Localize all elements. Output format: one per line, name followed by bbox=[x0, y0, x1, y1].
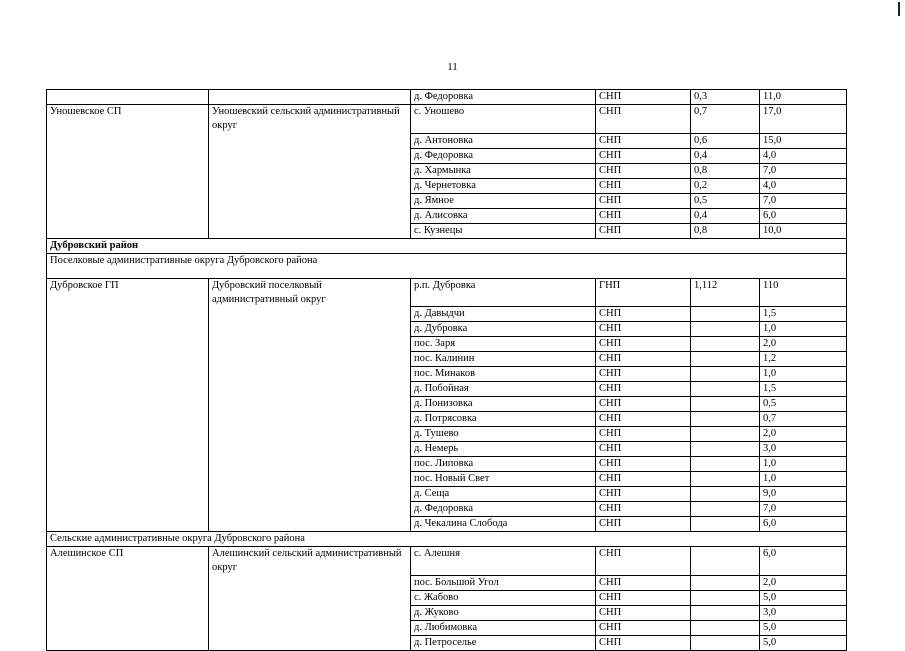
type-cell: СНП bbox=[596, 223, 691, 238]
settlement-cell: пос. Липовка bbox=[411, 457, 596, 472]
table-row bbox=[47, 382, 847, 397]
area-cell bbox=[691, 517, 760, 532]
okrug-cell bbox=[209, 223, 411, 238]
area-cell bbox=[691, 457, 760, 472]
okrug-cell bbox=[209, 322, 411, 337]
distance-cell: 4,0 bbox=[760, 178, 847, 193]
type-cell: СНП bbox=[596, 590, 691, 605]
table-row bbox=[47, 590, 847, 605]
table-row bbox=[47, 148, 847, 163]
municipality-cell bbox=[47, 307, 209, 322]
settlement-cell: пос. Большой Угол bbox=[411, 575, 596, 590]
table-row bbox=[47, 337, 847, 352]
settlement-cell: д. Петроселье bbox=[411, 635, 596, 650]
area-cell bbox=[691, 605, 760, 620]
settlement-cell: пос. Заря bbox=[411, 337, 596, 352]
okrug-cell bbox=[209, 502, 411, 517]
okrug-cell bbox=[209, 412, 411, 427]
area-cell: 0,5 bbox=[691, 193, 760, 208]
okrug-cell: Дубровский поселковый административный округ bbox=[209, 278, 411, 307]
okrug-cell bbox=[209, 517, 411, 532]
okrug-cell bbox=[209, 427, 411, 442]
okrug-cell: Уношевский сельский административный округ bbox=[209, 105, 411, 134]
area-cell bbox=[691, 367, 760, 382]
okrug-cell: Алешинский сельский административный округ bbox=[209, 547, 411, 576]
municipality-cell bbox=[47, 397, 209, 412]
distance-cell: 7,0 bbox=[760, 163, 847, 178]
area-cell bbox=[691, 635, 760, 650]
distance-cell: 5,0 bbox=[760, 635, 847, 650]
type-cell: СНП bbox=[596, 307, 691, 322]
scan-edge-mark bbox=[898, 2, 900, 16]
type-cell: СНП bbox=[596, 163, 691, 178]
distance-cell: 0,5 bbox=[760, 397, 847, 412]
type-cell: СНП bbox=[596, 382, 691, 397]
municipality-cell: Дубровское ГП bbox=[47, 278, 209, 307]
municipality-cell bbox=[47, 163, 209, 178]
settlement-cell: д. Тушево bbox=[411, 427, 596, 442]
type-cell: СНП bbox=[596, 457, 691, 472]
type-cell: СНП bbox=[596, 502, 691, 517]
area-cell bbox=[691, 442, 760, 457]
area-cell: 0,6 bbox=[691, 133, 760, 148]
type-cell: СНП bbox=[596, 178, 691, 193]
settlement-cell: с. Жабово bbox=[411, 590, 596, 605]
type-cell: СНП bbox=[596, 620, 691, 635]
type-cell: ГНП bbox=[596, 278, 691, 307]
table-row bbox=[47, 367, 847, 382]
table-row bbox=[47, 575, 847, 590]
type-cell: СНП bbox=[596, 367, 691, 382]
distance-cell: 5,0 bbox=[760, 590, 847, 605]
municipality-cell bbox=[47, 337, 209, 352]
settlement-cell: д. Чекалина Слобода bbox=[411, 517, 596, 532]
settlement-cell: пос. Калинин bbox=[411, 352, 596, 367]
table-row bbox=[47, 412, 847, 427]
municipality-cell bbox=[47, 412, 209, 427]
distance-cell: 2,0 bbox=[760, 575, 847, 590]
okrug-cell bbox=[209, 163, 411, 178]
okrug-cell bbox=[209, 337, 411, 352]
okrug-cell bbox=[209, 487, 411, 502]
settlement-cell: д. Сеща bbox=[411, 487, 596, 502]
distance-cell: 10,0 bbox=[760, 223, 847, 238]
municipality-cell bbox=[47, 367, 209, 382]
municipality-cell bbox=[47, 575, 209, 590]
area-cell bbox=[691, 547, 760, 576]
settlement-cell: д. Немерь bbox=[411, 442, 596, 457]
settlement-cell: д. Дубровка bbox=[411, 322, 596, 337]
municipality-cell bbox=[47, 487, 209, 502]
okrug-cell bbox=[209, 635, 411, 650]
municipality-cell bbox=[47, 208, 209, 223]
area-cell: 0,3 bbox=[691, 90, 760, 105]
table-row bbox=[47, 307, 847, 322]
municipality-cell: Алешинское СП bbox=[47, 547, 209, 576]
okrug-cell bbox=[209, 367, 411, 382]
type-cell: СНП bbox=[596, 148, 691, 163]
area-cell: 0,4 bbox=[691, 148, 760, 163]
municipality-cell bbox=[47, 590, 209, 605]
type-cell: СНП bbox=[596, 472, 691, 487]
page-number: 11 bbox=[447, 61, 458, 73]
settlement-cell: д. Алисовка bbox=[411, 208, 596, 223]
okrug-cell bbox=[209, 442, 411, 457]
okrug-cell bbox=[209, 133, 411, 148]
settlement-cell: д. Федоровка bbox=[411, 502, 596, 517]
type-cell: СНП bbox=[596, 352, 691, 367]
distance-cell: 5,0 bbox=[760, 620, 847, 635]
table-row bbox=[47, 105, 847, 134]
area-cell bbox=[691, 620, 760, 635]
okrug-cell bbox=[209, 590, 411, 605]
area-cell bbox=[691, 307, 760, 322]
distance-cell: 1,0 bbox=[760, 322, 847, 337]
settlement-cell: д. Жуково bbox=[411, 605, 596, 620]
municipality-cell bbox=[47, 472, 209, 487]
settlement-cell: д. Чернетовка bbox=[411, 178, 596, 193]
type-cell: СНП bbox=[596, 322, 691, 337]
okrug-cell bbox=[209, 575, 411, 590]
municipality-cell: Уношевское СП bbox=[47, 105, 209, 134]
okrug-cell bbox=[209, 178, 411, 193]
table-row bbox=[47, 163, 847, 178]
municipality-cell bbox=[47, 382, 209, 397]
type-cell: СНП bbox=[596, 427, 691, 442]
settlement-cell: д. Побойная bbox=[411, 382, 596, 397]
municipality-cell bbox=[47, 502, 209, 517]
area-cell: 0,8 bbox=[691, 223, 760, 238]
type-cell: СНП bbox=[596, 547, 691, 576]
settlement-cell: д. Ямное bbox=[411, 193, 596, 208]
area-cell bbox=[691, 575, 760, 590]
table-row bbox=[47, 90, 847, 105]
type-cell: СНП bbox=[596, 133, 691, 148]
settlement-cell: д. Федоровка bbox=[411, 148, 596, 163]
type-cell: СНП bbox=[596, 487, 691, 502]
table-row bbox=[47, 322, 847, 337]
table-row bbox=[47, 517, 847, 532]
table-row bbox=[47, 502, 847, 517]
distance-cell: 1,0 bbox=[760, 457, 847, 472]
section-header bbox=[47, 253, 847, 278]
settlement-cell: с. Кузнецы bbox=[411, 223, 596, 238]
settlement-cell: д. Федоровка bbox=[411, 90, 596, 105]
section-header bbox=[47, 532, 847, 547]
municipality-cell bbox=[47, 148, 209, 163]
table-row bbox=[47, 547, 847, 576]
area-cell: 1,112 bbox=[691, 278, 760, 307]
settlement-cell: д. Хармынка bbox=[411, 163, 596, 178]
municipality-cell bbox=[47, 442, 209, 457]
table-row bbox=[47, 487, 847, 502]
okrug-cell bbox=[209, 457, 411, 472]
distance-cell: 3,0 bbox=[760, 605, 847, 620]
type-cell: СНП bbox=[596, 193, 691, 208]
area-cell: 0,2 bbox=[691, 178, 760, 193]
municipality-cell bbox=[47, 322, 209, 337]
okrug-cell bbox=[209, 382, 411, 397]
distance-cell: 2,0 bbox=[760, 427, 847, 442]
distance-cell: 7,0 bbox=[760, 502, 847, 517]
area-cell: 0,7 bbox=[691, 105, 760, 134]
municipality-cell bbox=[47, 620, 209, 635]
area-cell bbox=[691, 502, 760, 517]
municipality-cell bbox=[47, 223, 209, 238]
settlement-cell: с. Уношево bbox=[411, 105, 596, 134]
type-cell: СНП bbox=[596, 575, 691, 590]
distance-cell: 1,0 bbox=[760, 472, 847, 487]
type-cell: СНП bbox=[596, 337, 691, 352]
section-header-cell: Поселковые административные округа Дубровского района bbox=[47, 253, 847, 278]
table-row bbox=[47, 620, 847, 635]
distance-cell: 15,0 bbox=[760, 133, 847, 148]
settlement-cell: с. Алешня bbox=[411, 547, 596, 576]
area-cell: 0,4 bbox=[691, 208, 760, 223]
municipality-cell bbox=[47, 457, 209, 472]
table-row bbox=[47, 635, 847, 650]
settlement-cell: пос. Минаков bbox=[411, 367, 596, 382]
area-cell bbox=[691, 322, 760, 337]
distance-cell: 6,0 bbox=[760, 547, 847, 576]
municipality-cell bbox=[47, 427, 209, 442]
table-row bbox=[47, 352, 847, 367]
distance-cell: 3,0 bbox=[760, 442, 847, 457]
type-cell: СНП bbox=[596, 442, 691, 457]
distance-cell: 17,0 bbox=[760, 105, 847, 134]
distance-cell: 1,5 bbox=[760, 307, 847, 322]
okrug-cell bbox=[209, 193, 411, 208]
okrug-cell bbox=[209, 208, 411, 223]
district-title bbox=[47, 238, 847, 253]
okrug-cell bbox=[209, 90, 411, 105]
table-row bbox=[47, 133, 847, 148]
settlement-cell: д. Антоновка bbox=[411, 133, 596, 148]
municipality-cell bbox=[47, 90, 209, 105]
type-cell: СНП bbox=[596, 397, 691, 412]
type-cell: СНП bbox=[596, 90, 691, 105]
distance-cell: 1,0 bbox=[760, 367, 847, 382]
okrug-cell bbox=[209, 620, 411, 635]
table-row bbox=[47, 442, 847, 457]
area-cell bbox=[691, 337, 760, 352]
settlement-cell: пос. Новый Свет bbox=[411, 472, 596, 487]
area-cell bbox=[691, 352, 760, 367]
area-cell bbox=[691, 590, 760, 605]
distance-cell: 11,0 bbox=[760, 90, 847, 105]
table-row bbox=[47, 193, 847, 208]
settlement-cell: д. Давыдчи bbox=[411, 307, 596, 322]
settlement-cell: д. Потрясовка bbox=[411, 412, 596, 427]
area-cell bbox=[691, 427, 760, 442]
type-cell: СНП bbox=[596, 635, 691, 650]
okrug-cell bbox=[209, 472, 411, 487]
distance-cell: 4,0 bbox=[760, 148, 847, 163]
type-cell: СНП bbox=[596, 517, 691, 532]
table-row bbox=[47, 278, 847, 307]
municipality-cell bbox=[47, 178, 209, 193]
section-header-cell: Сельские административные округа Дубровского района bbox=[47, 532, 847, 547]
okrug-cell bbox=[209, 307, 411, 322]
municipality-cell bbox=[47, 133, 209, 148]
distance-cell: 0,7 bbox=[760, 412, 847, 427]
distance-cell: 7,0 bbox=[760, 193, 847, 208]
distance-cell: 9,0 bbox=[760, 487, 847, 502]
area-cell bbox=[691, 412, 760, 427]
table-row bbox=[47, 223, 847, 238]
settlement-cell: д. Понизовка bbox=[411, 397, 596, 412]
distance-cell: 6,0 bbox=[760, 517, 847, 532]
table-row bbox=[47, 457, 847, 472]
okrug-cell bbox=[209, 605, 411, 620]
area-cell bbox=[691, 472, 760, 487]
type-cell: СНП bbox=[596, 412, 691, 427]
municipality-cell bbox=[47, 352, 209, 367]
distance-cell: 1,2 bbox=[760, 352, 847, 367]
okrug-cell bbox=[209, 148, 411, 163]
table-row bbox=[47, 472, 847, 487]
area-cell: 0,8 bbox=[691, 163, 760, 178]
area-cell bbox=[691, 382, 760, 397]
table-row bbox=[47, 427, 847, 442]
settlement-cell: р.п. Дубровка bbox=[411, 278, 596, 307]
table-row bbox=[47, 397, 847, 412]
distance-cell: 1,5 bbox=[760, 382, 847, 397]
settlements-table bbox=[46, 89, 847, 651]
okrug-cell bbox=[209, 352, 411, 367]
distance-cell: 2,0 bbox=[760, 337, 847, 352]
municipality-cell bbox=[47, 193, 209, 208]
district-title-cell: Дубровский район bbox=[47, 238, 847, 253]
distance-cell: 6,0 bbox=[760, 208, 847, 223]
municipality-cell bbox=[47, 517, 209, 532]
area-cell bbox=[691, 487, 760, 502]
table-row bbox=[47, 178, 847, 193]
area-cell bbox=[691, 397, 760, 412]
settlement-cell: д. Любимовка bbox=[411, 620, 596, 635]
municipality-cell bbox=[47, 605, 209, 620]
okrug-cell bbox=[209, 397, 411, 412]
type-cell: СНП bbox=[596, 105, 691, 134]
table-row bbox=[47, 605, 847, 620]
type-cell: СНП bbox=[596, 605, 691, 620]
municipality-cell bbox=[47, 635, 209, 650]
table-row bbox=[47, 208, 847, 223]
type-cell: СНП bbox=[596, 208, 691, 223]
distance-cell: 110 bbox=[760, 278, 847, 307]
